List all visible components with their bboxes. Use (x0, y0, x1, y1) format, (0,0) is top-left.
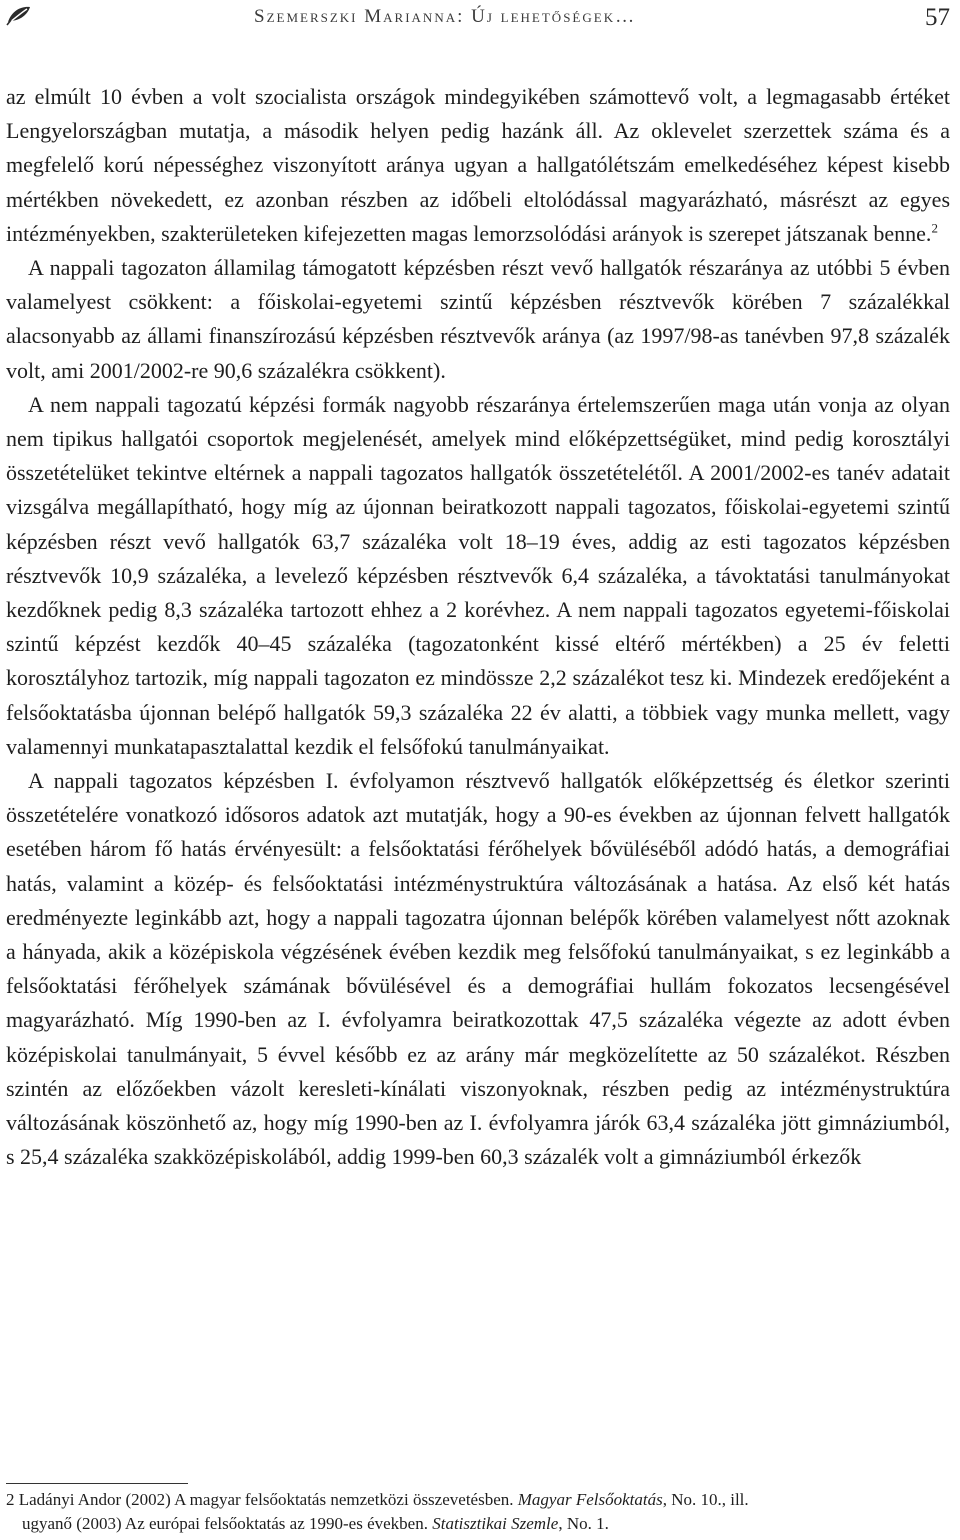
paragraph-3: A nem nappali tagozatú képzési formák nagyobb részaránya értelemszerűen maga után vonja az olyan nem tipikus hallgatói csoportok megjelenését, amelyek mind előképzettségüket, mind pedig korosztályi összetételüket tekintve eltérnek a nappali tagozatos hallgatók összetételétől. A 2001/2002-es tanév adatait vizsgálva megállapítható, hogy míg az újonnan beiratkozott nappali tagozatos, főiskolai-egyetemi szintű képzésben részt vevő hallgatók 63,7 százaléka volt 18–19 éves, addig az esti tagozatos képzésben résztvevők 10,9 százaléka, a levelező képzésben résztvevők 6,4 százaléka, a távoktatási tanulmányokat kezdőknek pedig 8,3 százaléka tartozott ehhez a 2 korévhez. A nem nappali tagozatos egyetemi-főiskolai szintű képzést kezdők 40–45 százaléka (tagozatonként kissé eltérő mértékben) a 25 év feletti korosztályhoz tartozik, míg nappali tagozaton ez mindössze 2,2 százalékot tesz ki. Mindezek eredőjeként a felsőoktatásba újonnan belépő hallgatók 59,3 százaléka 22 év alatti, a többiek vagy munka mellett, vagy valamennyi munkatapasztalattal kezdik el felsőfokú tanulmányaikat. (6, 391, 950, 759)
page-number: 57 (925, 4, 950, 31)
footnote-citation-1: Ladányi Andor (2002) A magyar felsőoktatás nemzetközi összevetésben. (18, 1490, 514, 1509)
footnote-ref[interactable]: 2 (931, 220, 938, 236)
paragraph-1 (6, 80, 950, 251)
footnote-number: 2 (6, 1490, 15, 1509)
footnote-line-2 (6, 1512, 950, 1536)
leaf-ornament-icon (6, 4, 32, 26)
footnote (6, 1488, 950, 1536)
footnote-journal-2: Statisztikai Szemle (432, 1514, 559, 1533)
body-text (6, 80, 950, 1175)
footnote-line-1 (6, 1488, 950, 1512)
page-header (0, 0, 960, 40)
footnote-journal-1: Magyar Felsőoktatás (517, 1490, 663, 1509)
footnote-citation-2: ugyanő (2003) Az európai felsőoktatás az 1990-es években. (22, 1514, 428, 1533)
footnote-divider (6, 1483, 188, 1484)
paragraph-1-text: az elmúlt 10 évben a volt szocialista országok mindegyikében számottevő volt, a legmagasabb értéket Lengyelországban mutatja, a második helyen pedig hazánk áll. Az oklevelet szerzettek száma és a megfelelő korú népességhez viszonyított aránya ugyan a hallgatólétszám emelkedéséhez képest kisebb mértékben növekedett, ez azonban részben az időbeli eltolódással magyarázható, másrészt az egyes intézményekben, szakterületeken kifejezetten magas lemorzsolódási arányok is szerepet játszanak benne. (6, 84, 950, 246)
footnote-tail-2: , No. 1. (558, 1514, 609, 1533)
paragraph-4: A nappali tagozatos képzésben I. évfolyamon résztvevő hallgatók előképzettség és életkor szerinti összetételére vonatkozó idősoros adatok azt mutatják, hogy a 90-es években az újonnan felvett hallgatók esetében három fő hatás érvényesült: a felsőoktatási férőhelyek bővüléséből adódó hatás, a demográfiai hatás, valamint a közép- és felsőoktatási intézménystruktúra változásának a hatása. Az első két hatás eredményezte leginkább azt, hogy a nappali tagozatra újonnan belépők körében valamelyest nőtt azoknak a hányada, akik a középiskola végzésének évében kezdik meg felsőfokú tanulmányaikat, s ez leginkább a felsőoktatási férőhelyek számának bővülésével és a demográfiai hullám fokozatos lecsengésével magyarázható. Míg 1990-ben az I. évfolyamra beiratkozottak 47,5 százaléka végezte az adott évben középiskolai tanulmányait, 5 évvel később ez az arány már megközelítette az 50 százalékot. Részben szintén az előzőekben vázolt keresleti-kínálati viszonyoknak, részben pedig az intézménystruktúra változásának köszönhető az, hogy míg 1990-ben az I. évfolyamra járók 63,4 százaléka jött gimnáziumból, s 25,4 százaléka szakközépiskolából, addig 1999-ben 60,3 százalék volt a gimnáziumból érkezők (6, 768, 950, 1170)
footnote-tail-1: , No. 10., ill. (662, 1490, 749, 1509)
running-title: Szemerszki Marianna: Új lehetőségek… (254, 6, 637, 27)
paragraph-2: A nappali tagozaton államilag támogatott képzésben részt vevő hallgatók részaránya az utóbbi 5 évben valamelyest csökkent: a főiskolai-egyetemi szintű képzésben résztvevők körében 7 százalékkal alacsonyabb az állami finanszírozású képzésben résztvevők aránya (az 1997/98-as tanévben 97,8 százalék volt, ami 2001/2002-re 90,6 százalékra csökkent). (6, 255, 950, 383)
